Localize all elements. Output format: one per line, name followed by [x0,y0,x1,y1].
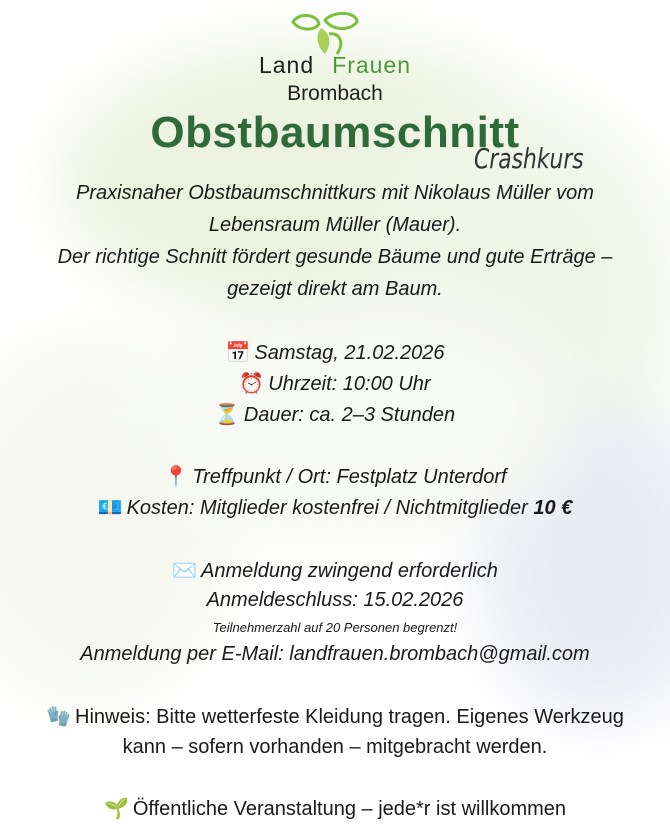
page-title: Obstbaumschnitt [150,108,520,157]
registration-required-line [0,558,670,583]
cost-text: Kosten: Mitglieder kostenfrei / Nichtmitglieder [126,497,534,519]
money-icon: 💶 [97,497,123,519]
page-subtitle: Crashkurs [474,142,584,175]
time-line [0,371,670,396]
cost-amount: 10 € [533,497,573,519]
registration-deadline: Anmeldeschluss: 15.02.2026 [206,589,464,611]
logo-word-land: Land [258,52,315,78]
logo-wordmark [0,52,670,79]
hourglass-icon: ⏳ [214,404,240,426]
intro-line: gezeigt direkt am Baum. [227,278,443,300]
glove-icon: 🧤 [46,706,72,728]
time-text: Uhrzeit: 10:00 Uhr [268,373,431,395]
landfrauen-logo [0,0,670,110]
logo-word-frauen: Frauen [332,52,412,78]
location-line [0,464,670,489]
intro-line: Der richtige Schnitt fördert gesunde Bäume und gute Erträge – [57,246,613,268]
public-event-text: Öffentliche Veranstaltung – jede*r ist willkommen [132,798,567,820]
duration-text: Dauer: ca. 2–3 Stunden [243,404,456,426]
location-text: Treffpunkt / Ort: Festplatz Unterdorf [192,466,507,488]
logo-location: Brombach [287,82,383,105]
intro-line: Praxisnaher Obstbaumschnittkurs mit Nikolaus Müller vom [76,182,594,204]
alarm-clock-icon: ⏰ [239,373,265,395]
participant-limit: Teilnehmerzahl auf 20 Personen begrenzt! [212,620,458,635]
duration-line [0,402,670,427]
registration-email-line: Anmeldung per E-Mail: landfrauen.brombach@gmail.com [80,643,590,665]
public-event-line [0,796,670,821]
envelope-icon: ✉️ [172,560,198,582]
registration-required-text: Anmeldung zwingend erforderlich [201,560,498,582]
note-text-1: Hinweis: Bitte wetterfeste Kleidung tragen. Eigenes Werkzeug [75,706,624,728]
calendar-icon: 📅 [225,342,251,364]
pin-icon: 📍 [163,466,189,488]
date-text: Samstag, 21.02.2026 [254,342,445,364]
note-line-2: kann – sofern vorhanden – mitgebracht werden. [122,736,548,758]
seedling-icon: 🌱 [103,798,129,820]
intro-line: Lebensraum Müller (Mauer). [208,214,462,236]
date-line [0,340,670,365]
cost-line [0,495,670,520]
note-line-1 [0,704,670,729]
